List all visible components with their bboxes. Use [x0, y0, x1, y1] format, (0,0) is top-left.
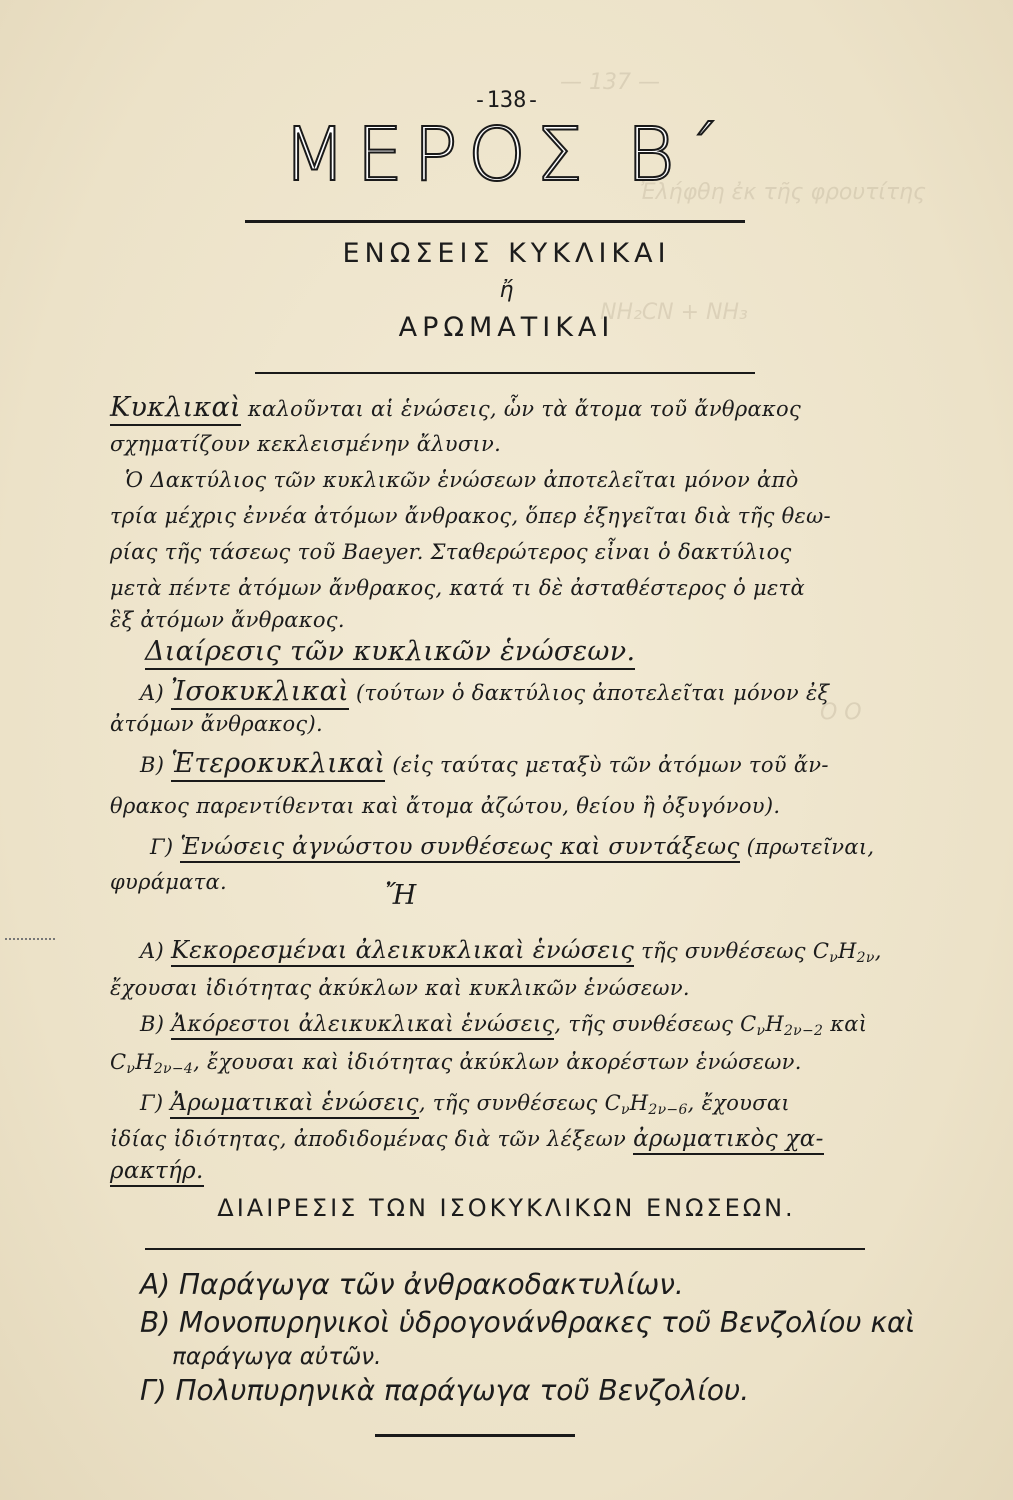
term-isocyclic: Ἰσοκυκλικαὶ: [171, 676, 349, 710]
alternative-b: Β) Ἀκόρεστοι ἀλεικυκλικαὶ ἑνώσεις, τῆς συνθέσεως $C_\nu H_{2\nu-2}$ καὶ: [140, 1012, 868, 1039]
heading-isocyclic-division: ΔΙΑΙΡΕΣΙΣ ΤΩΝ ΙΣΟΚΥΚΛΙΚΩΝ ΕΝΩΣΕΩΝ.: [217, 1194, 796, 1222]
alternative-c: Γ) Ἀρωματικαὶ ἑνώσεις, τῆς συνθέσεως $C_\nu H_{2\nu-6}$, ἔχουσαι: [140, 1090, 790, 1118]
term-cyclic: Κυκλικαὶ: [110, 392, 241, 426]
term-saturated-alicyclic: Κεκορεσμέναι ἀλεικυκλικαὶ ἑνώσεις: [171, 936, 634, 967]
alternative-a: Α) Κεκορεσμέναι ἀλεικυκλικαὶ ἑνώσεις τῆς συνθέσεως $C_\nu H_{2\nu}$,: [140, 936, 882, 966]
intro-line-3: Ὁ Δακτύλιος τῶν κυκλικῶν ἑνώσεων ἀποτελεῖται μόνον ἀπὸ: [125, 468, 799, 492]
term-unsaturated-alicyclic: Ἀκόρεστοι ἀλεικυκλικαὶ ἑνώσεις: [171, 1012, 554, 1040]
term-aromatic-character: ἀρωματικὸς χα-: [633, 1126, 824, 1155]
intro-line-1: Κυκλικαὶ καλοῦνται αἱ ἑνώσεις, ὧν τὰ ἄτομα τοῦ ἄνθρακος: [110, 392, 970, 423]
intro-line-5: ρίας τῆς τάσεως τοῦ Baeyer. Σταθερώτερος εἶναι ὁ δακτύλιος: [110, 540, 792, 564]
divider-line: [245, 220, 745, 223]
alternative-b-cont: $C_\nu H_{2\nu-4}$, ἔχουσαι καὶ ἰδιότητας ἀκύκλων ἀκορέστων ἑνώσεων.: [110, 1050, 802, 1077]
or-mark: Ἤ: [385, 880, 417, 911]
heading-cyclic-compounds: ΕΝΩΣΕΙΣ ΚΥΚΛΙΚΑΙ: [342, 238, 671, 269]
bleed-through-text: Ο Ο: [820, 700, 862, 725]
divider-line: [145, 1248, 865, 1250]
margin-mark: [5, 938, 55, 940]
division-c: Γ) Ἑνώσεις ἀγνώστου συνθέσεως καὶ συντάξεως (πρωτεῖναι,: [150, 834, 1010, 860]
intro-line-7: ἓξ ἀτόμων ἄνθρακος.: [110, 608, 345, 632]
list-item: Γ) Πολυπυρηνικὰ παράγωγα τοῦ Βενζολίου.: [140, 1374, 750, 1407]
bleed-through-text: Ἐλήφθη ἐκ τῆς φρουτίτης: [640, 180, 926, 205]
division-a: Α) Ἰσοκυκλικαὶ (τούτων ὁ δακτύλιος ἀποτελεῖται μόνον ἐξ: [140, 676, 1000, 707]
term-aromatic: Ἀρωματικαὶ ἑνώσεις: [170, 1090, 418, 1119]
intro-line-2: σχηματίζουν κεκλεισμένην ἄλυσιν.: [110, 432, 502, 456]
list-item: παράγωγα αὐτῶν.: [172, 1344, 382, 1370]
intro-line-4: τρία μέχρις ἐννέα ἀτόμων ἄνθρακος, ὅπερ ἐξηγεῖται διὰ τῆς θεω-: [110, 504, 831, 528]
term-unknown-composition: Ἑνώσεις ἀγνώστου συνθέσεως καὶ συντάξεως: [180, 834, 739, 863]
intro-line-6: μετὰ πέντε ἀτόμων ἄνθρακος, κατά τι δὲ ἀσταθέστερος ὁ μετὰ: [110, 576, 805, 600]
division-c-cont: φυράματα.: [110, 870, 228, 894]
page-number: -138-: [473, 88, 540, 113]
term-heterocyclic: Ἑτεροκυκλικαὶ: [171, 748, 385, 782]
heading-or: ἤ: [499, 278, 514, 303]
bleed-through-text: NH₂CN + NH₃: [600, 300, 748, 325]
list-item: Α) Παράγωγα τῶν ἀνθρακοδακτυλίων.: [140, 1268, 684, 1301]
alternative-c-end: ρακτήρ.: [110, 1158, 970, 1184]
end-divider: [375, 1434, 575, 1437]
part-title: ΜΕΡΟΣ Β΄: [282, 112, 731, 198]
division-b-cont: θρακος παρεντίθενται καὶ ἄτομα ἀζώτου, θείου ἢ ὀξυγόνου).: [110, 794, 781, 818]
divider-line: [255, 372, 755, 374]
bleed-through-text: — 137 —: [560, 70, 660, 95]
heading-aromatic: ΑΡΩΜΑΤΙΚΑΙ: [398, 312, 615, 343]
alternative-a-cont: ἔχουσαι ἰδιότητας ἀκύκλων καὶ κυκλικῶν ἑνώσεων.: [110, 976, 690, 1000]
alternative-c-cont: ἰδίας ἰδιότητας, ἀποδιδομένας διὰ τῶν λέξεων ἀρωματικὸς χα-: [110, 1126, 970, 1152]
list-item: Β) Μονοπυρηνικοὶ ὑδρογονάνθρακες τοῦ Βενζολίου καὶ: [140, 1306, 915, 1339]
division-b: Β) Ἑτεροκυκλικαὶ (εἰς ταύτας μεταξὺ τῶν ἀτόμων τοῦ ἄν-: [140, 748, 1000, 779]
division-title: Διαίρεσις τῶν κυκλικῶν ἑνώσεων.: [145, 636, 1005, 667]
division-a-cont: ἀτόμων ἄνθρακος).: [110, 712, 323, 736]
